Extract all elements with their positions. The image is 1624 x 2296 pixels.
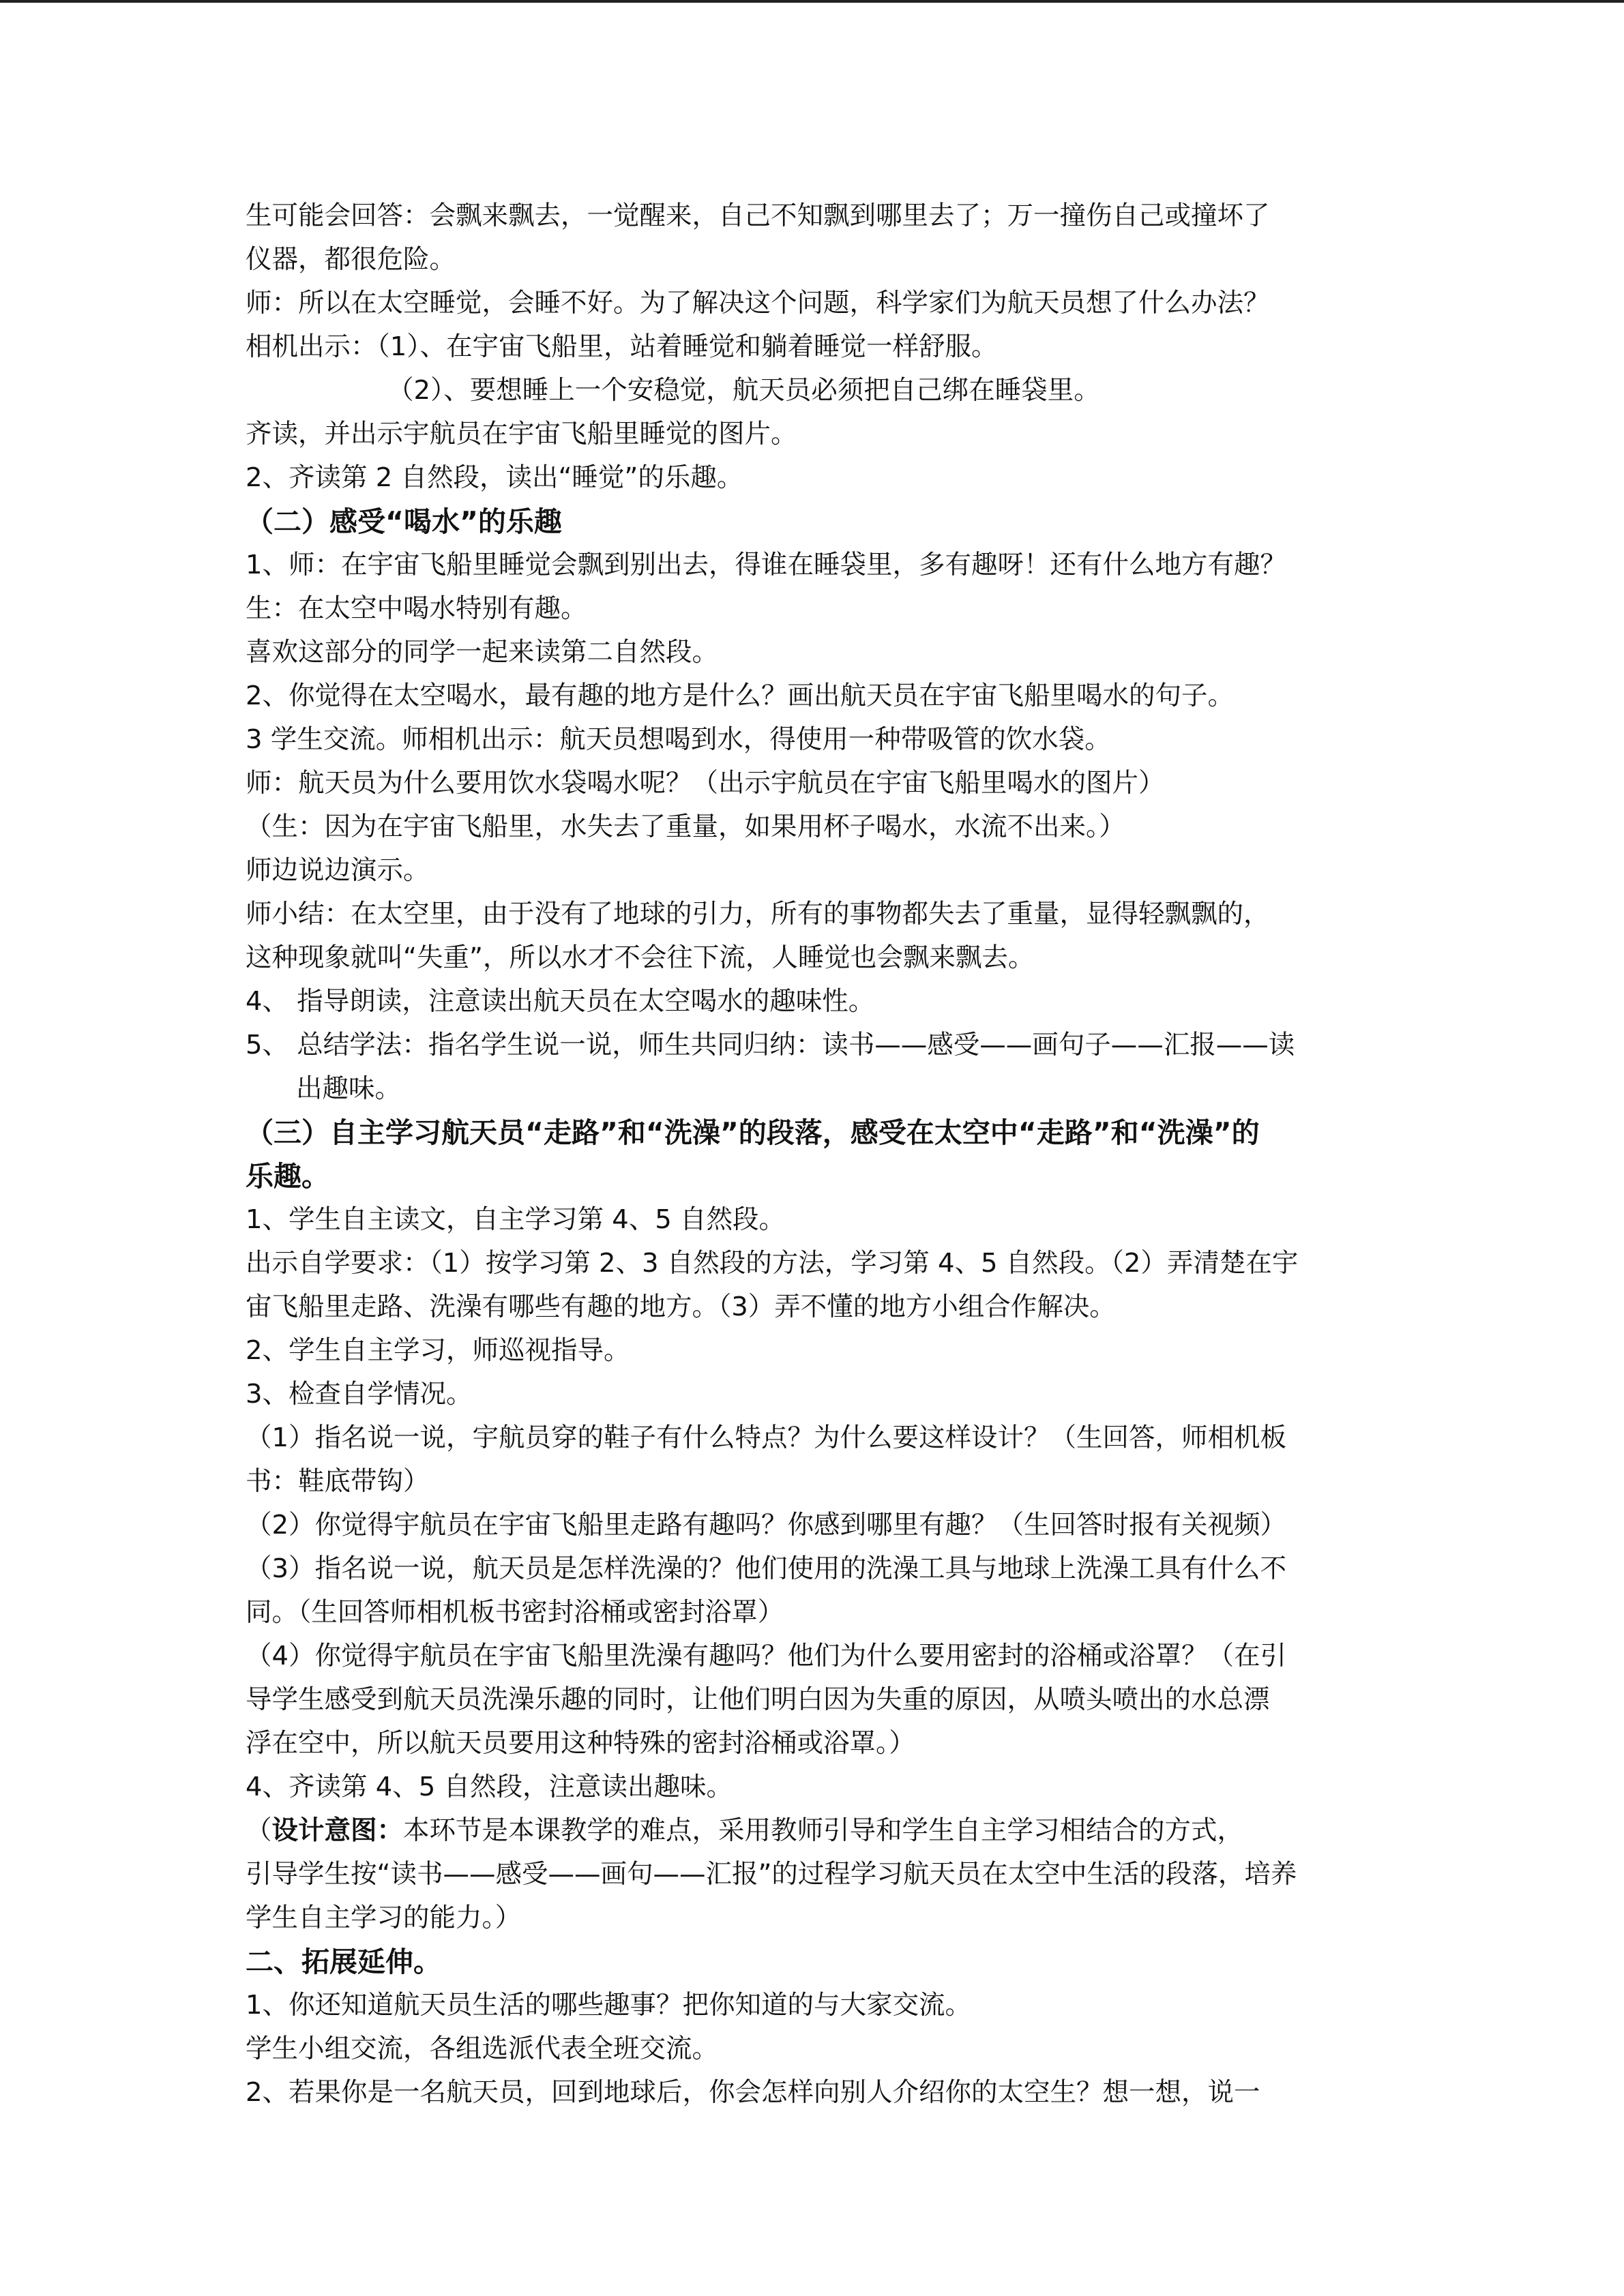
section-heading: （二）感受“喝水”的乐趣 (246, 505, 562, 538)
text-line: 3、检查自学情况。 (246, 1379, 473, 1410)
design-intent-text: 本环节是本课教学的难点，采用教师引导和学生自主学习相结合的方式， (403, 1815, 1244, 1846)
text-line: （2）你觉得宇航员在宇宙飞船里走路有趣吗？你感到哪里有趣？（生回答时报有关视频） (246, 1510, 1286, 1540)
text-line: 生：在太空中喝水特别有趣。 (246, 593, 587, 624)
text-line: 出示自学要求：（1）按学习第 2、3 自然段的方法，学习第 4、5 自然段。（2）弄清楚在宇 (246, 1248, 1299, 1279)
text-line: （3）指名说一说，航天员是怎样洗澡的？他们使用的洗澡工具与地球上洗澡工具有什么不 (246, 1553, 1286, 1584)
text-line: 师：所以在太空睡觉，会睡不好。为了解决这个问题，科学家们为航天员想了什么办法？ (246, 288, 1270, 318)
text-line: 师小结：在太空里，由于没有了地球的引力，所有的事物都失去了重量，显得轻飘飘的， (246, 899, 1270, 929)
text-line: 4、齐读第 4、5 自然段，注意读出趣味。 (246, 1772, 733, 1802)
text-line: 仪器，都很危险。 (246, 244, 456, 275)
text-line: （1）指名说一说，宇航员穿的鞋子有什么特点？为什么要这样设计？（生回答，师相机板 (246, 1422, 1286, 1453)
text-line: 学生小组交流，各组选派代表全班交流。 (246, 2033, 719, 2064)
text-line: 生可能会回答：会飘来飘去，一觉醒来，自己不知飘到哪里去了；万一撞伤自己或撞坏了 (246, 200, 1270, 231)
text-line: 浮在空中，所以航天员要用这种特殊的密封浴桶或浴罩。） (246, 1728, 915, 1759)
text-line: 书：鞋底带钩） (246, 1466, 430, 1497)
text-line: 齐读，并出示宇航员在宇宙飞船里睡觉的图片。 (246, 419, 797, 449)
section-heading-cont: 乐趣。 (246, 1160, 329, 1193)
text-line: 这种现象就叫“失重”，所以水才不会往下流，人睡觉也会飘来飘去。 (246, 942, 1035, 973)
top-border-line (0, 0, 1624, 3)
text-line: 2、你觉得在太空喝水，最有趣的地方是什么？画出航天员在宇宙飞船里喝水的句子。 (246, 681, 1234, 711)
text-line: 1、学生自主读文，自主学习第 4、5 自然段。 (246, 1204, 785, 1235)
text-line: 引导学生按“读书——感受——画句——汇报”的过程学习航天员在太空中生活的段落，培养 (246, 1859, 1297, 1890)
text-line: 同。（生回答师相机板书密封浴桶或密封浴罩） (246, 1597, 784, 1628)
text-line: 2、学生自主学习，师巡视指导。 (246, 1335, 630, 1366)
text-line: （2）、要想睡上一个安稳觉，航天员必须把自己绑在睡袋里。 (387, 375, 1100, 406)
text-line: 2、若果你是一名航天员，回到地球后，你会怎样向别人介绍你的太空生？想一想，说一 (246, 2077, 1260, 2108)
text-line: 出趣味。 (296, 1073, 402, 1104)
text-line: 喜欢这部分的同学一起来读第二自然段。 (246, 637, 719, 668)
text-line: 相机出示：（1）、在宇宙飞船里，站着睡觉和躺着睡觉一样舒服。 (246, 331, 998, 362)
paren-open: （ (246, 1815, 272, 1846)
design-intent-label: 设计意图： (271, 1815, 404, 1846)
text-line: 师：航天员为什么要用饮水袋喝水呢？（出示宇航员在宇宙飞船里喝水的图片） (246, 768, 1165, 799)
text-line: 1、你还知道航天员生活的哪些趣事？把你知道的与大家交流。 (246, 1990, 971, 2021)
text-line: 师边说边演示。 (246, 855, 430, 886)
text-line: 4、 指导朗读，注意读出航天员在太空喝水的趣味性。 (246, 986, 875, 1017)
text-line: 宙飞船里走路、洗澡有哪些有趣的地方。（3）弄不懂的地方小组合作解决。 (246, 1292, 1116, 1322)
text-line: 2、齐读第 2 自然段，读出“睡觉”的乐趣。 (246, 462, 743, 493)
text-line: （4）你觉得宇航员在宇宙飞船里洗澡有趣吗？他们为什么要用密封的浴桶或浴罩？（在引 (246, 1641, 1286, 1671)
design-intent-line (246, 1809, 1391, 1853)
text-line: 导学生感受到航天员洗澡乐趣的同时，让他们明白因为失重的原因，从喷头喷出的水总漂 (246, 1684, 1270, 1715)
document-page (246, 194, 1391, 2115)
section-heading: 二、拓展延伸。 (246, 1945, 441, 1978)
text-line: （生：因为在宇宙飞船里，水失去了重量，如果用杯子喝水，水流不出来。） (246, 811, 1125, 842)
section-heading: （三）自主学习航天员“走路”和“洗澡”的段落，感受在太空中“走路”和“洗澡”的 (246, 1116, 1260, 1149)
text-line: 学生自主学习的能力。） (246, 1903, 522, 1933)
text-line: 3 学生交流。师相机出示：航天员想喝到水，得使用一种带吸管的饮水袋。 (246, 724, 1111, 755)
text-line: 1、师：在宇宙飞船里睡觉会飘到别出去，得谁在睡袋里，多有趣呀！还有什么地方有趣？ (246, 550, 1286, 580)
text-line: 5、 总结学法：指名学生说一说，师生共同归纳：读书——感受——画句子——汇报——读 (246, 1030, 1295, 1060)
